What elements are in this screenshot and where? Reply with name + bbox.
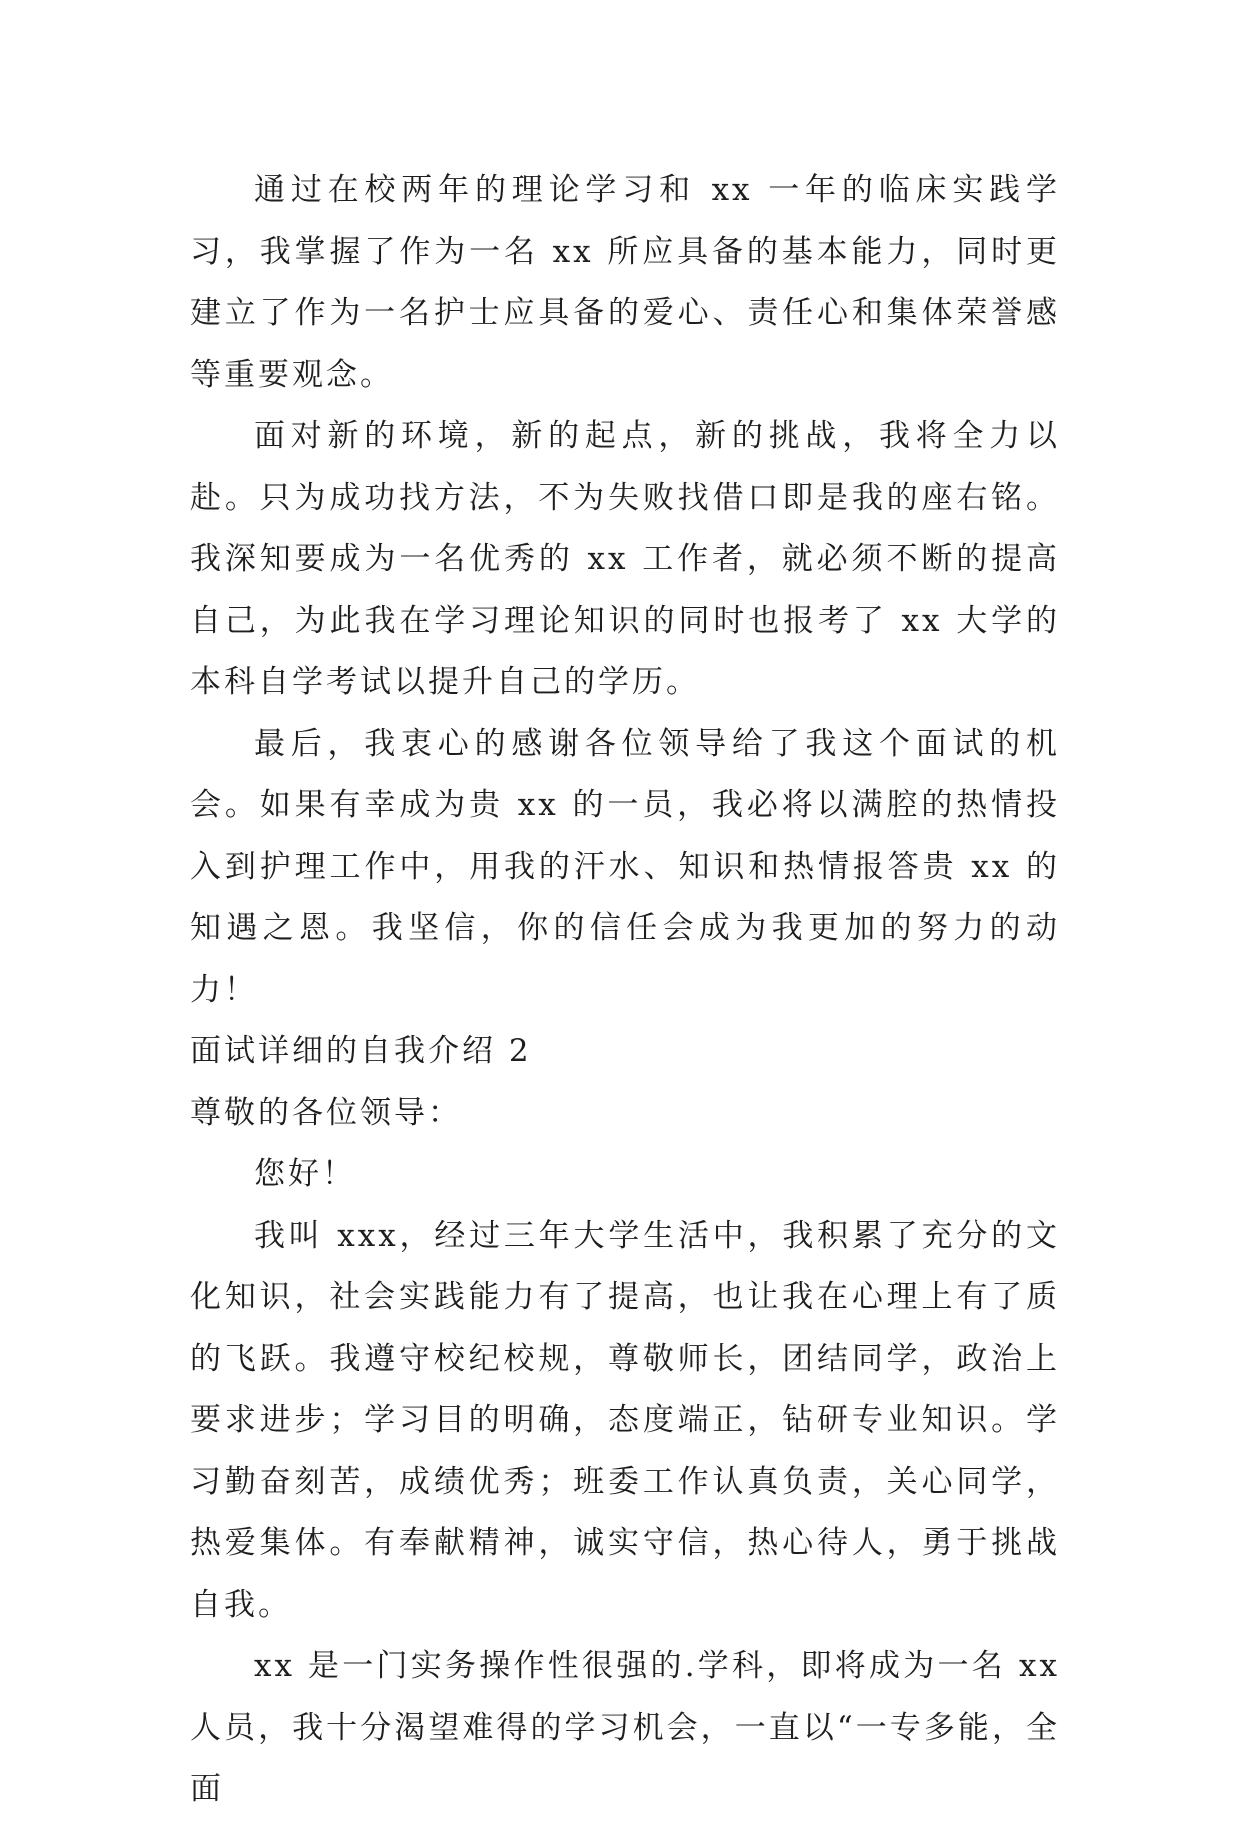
document-body xyxy=(190,160,1060,1821)
section-title: 面试详细的自我介绍 2 xyxy=(190,1033,532,1069)
paragraph-new-challenge: 面对新的环境，新的起点，新的挑战，我将全力以赴。只为成功找方法，不为失败找借口即是我的座右铭。我深知要成为一名优秀的 xx 工作者，就必须不断的提高自己，为此我在学习理论知识的同时也报考了 xx 大学的本科自学考试以提升自己的学历。 xyxy=(190,418,1060,700)
paragraph-study-experience: 通过在校两年的理论学习和 xx 一年的临床实践学习，我掌握了作为一名 xx 所应具备的基本能力，同时更建立了作为一名护士应具备的爱心、责任心和集体荣誉感等重要观念。 xyxy=(190,172,1060,393)
salutation: 尊敬的各位领导： xyxy=(190,1094,462,1131)
paragraph-closing-thanks: 最后，我衷心的感谢各位领导给了我这个面试的机会。如果有幸成为贵 xx 的一员，我必将以满腔的热情投入到护理工作中，用我的汗水、知识和热情报答贵 xx 的知遇之恩。我坚信，你的信任会成为我更加的努力的动力！ xyxy=(190,725,1060,1008)
paragraph-self-intro: 我叫 xxx，经过三年大学生活中，我积累了充分的文化知识，社会实践能力有了提高，也让我在心理上有了质的飞跃。我遵守校纪校规，尊敬师长，团结同学，政治上要求进步；学习目的明确，态度端正，钻研专业知识。学习勤奋刻苦，成绩优秀；班委工作认真负责，关心同学，热爱集体。有奉献精神，诚实守信，热心待人，勇于挑战自我。 xyxy=(190,1217,1060,1623)
greeting: 您好！ xyxy=(254,1156,356,1192)
paragraph-discipline: xx 是一门实务操作性很强的.学科，即将成为一名 xx 人员，我十分渴望难得的学习机会，一直以“一专多能，全面 xyxy=(190,1648,1060,1807)
